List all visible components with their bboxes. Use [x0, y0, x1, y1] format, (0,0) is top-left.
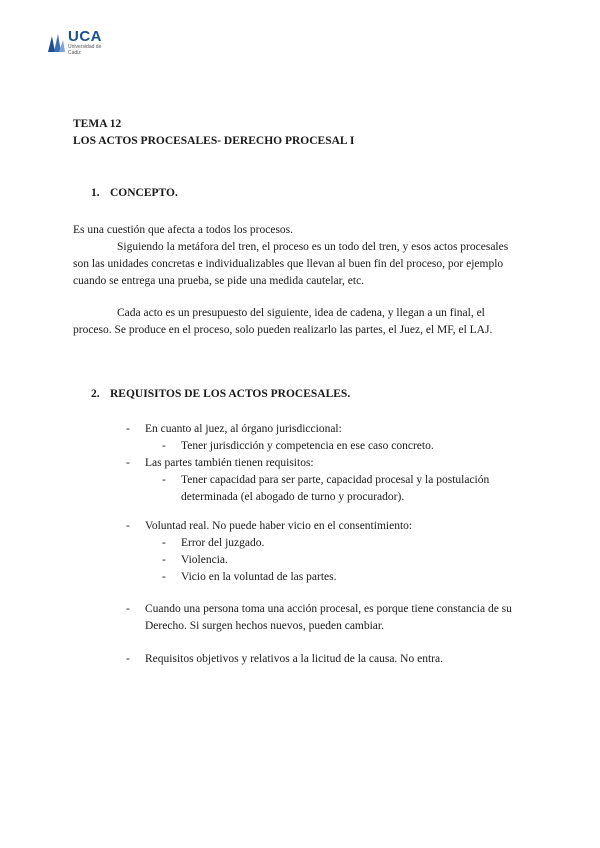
list-item: - Tener capacidad para ser parte, capacidad procesal y la postulación determinada (el abogado de turno y procurador).: [162, 474, 490, 503]
list-item: - Tener jurisdicción y competencia en ese caso concreto.: [162, 440, 434, 452]
logo-wordmark: UCA: [68, 28, 102, 45]
tema-number: TEMA 12: [73, 118, 122, 130]
list-item: - En cuanto al juez, al órgano jurisdiccional:: [126, 423, 342, 435]
paragraph-3-text: Cada acto es un presupuesto del siguiente, idea de cadena, y llegan a un final, el proceso. Se produce en el proceso, solo pueden realizarlo las partes, el Juez, el MF, el LAJ.: [73, 307, 493, 336]
logo-emblem-icon: [46, 32, 66, 54]
list-item: - Cuando una persona toma una acción procesal, es porque tiene constancia de su Derecho. Si surgen hechos nuevos, pueden cambiar.: [126, 603, 512, 632]
list-item: - Vicio en la voluntad de las partes.: [162, 571, 337, 583]
section-2-title: REQUISITOS DE LOS ACTOS PROCESALES.: [110, 388, 351, 400]
paragraph-3: [73, 305, 523, 339]
section-2-heading: [91, 388, 350, 400]
list-item: - Error del juzgado.: [162, 537, 265, 549]
list-item: - Las partes también tienen requisitos:: [126, 457, 314, 469]
paragraph-2: [73, 239, 523, 290]
section-2-number: 2.: [91, 388, 100, 400]
section-1-number: 1.: [91, 187, 100, 199]
list-item: - Voluntad real. No puede haber vicio en el consentimiento:: [126, 520, 413, 532]
section-1-heading: [91, 187, 178, 199]
logo-subtitle: Universidad de Cádiz: [68, 44, 102, 56]
paragraph-1: Es una cuestión que afecta a todos los procesos.: [73, 224, 294, 236]
list-item: - Requisitos objetivos y relativos a la licitud de la causa. No entra.: [126, 653, 443, 665]
document-title: LOS ACTOS PROCESALES- DERECHO PROCESAL I: [73, 135, 355, 147]
section-1-title: CONCEPTO.: [110, 187, 178, 199]
paragraph-2-text: Siguiendo la metáfora del tren, el proceso es un todo del tren, y esos actos procesales son las unidades concretas e individualizables que llevan al buen fin del proceso, por ejemplo cuando se entrega una prueba, se pide una medida cautelar, etc.: [73, 241, 509, 287]
list-item: - Violencia.: [162, 554, 228, 566]
